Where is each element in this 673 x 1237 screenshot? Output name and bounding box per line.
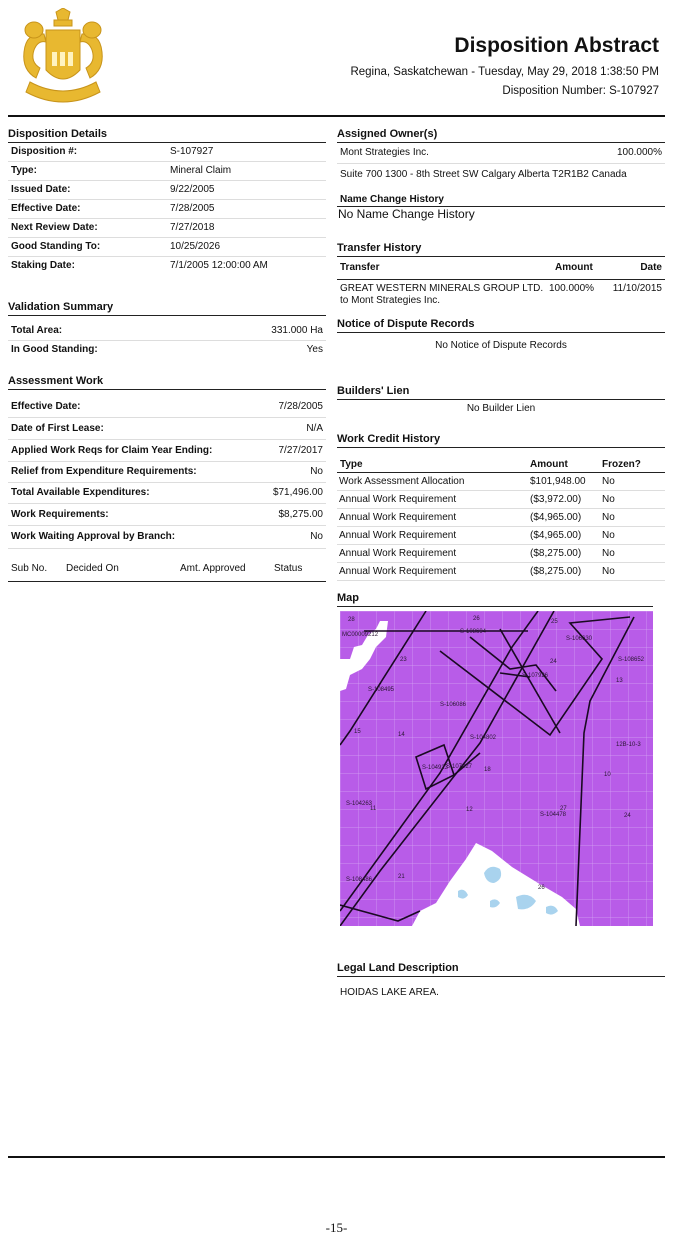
transfer-history-section <box>337 242 665 308</box>
column-header: Frozen? <box>602 456 665 473</box>
detail-row: Next Review Date: 7/27/2018 <box>8 219 326 238</box>
detail-row: Issued Date: 9/22/2005 <box>8 181 326 200</box>
map-label: 10 <box>604 772 611 778</box>
map-label: 13 <box>616 678 623 684</box>
owner-percent: 100.000% <box>616 147 662 158</box>
section-heading: Notice of Dispute Records <box>337 318 665 333</box>
approvals-table-header <box>8 557 326 582</box>
map-label: 26 <box>473 616 480 622</box>
summary-row: Total Area: 331.000 Ha <box>8 322 326 341</box>
document-title: Disposition Abstract <box>454 34 659 57</box>
map-label: 12B-10-3 <box>616 742 641 748</box>
footer-divider <box>8 1156 665 1158</box>
work-credit-table <box>337 456 665 581</box>
owner-row <box>337 143 665 164</box>
map-label: S-104478 <box>540 812 567 818</box>
column-header: Decided On <box>66 563 119 574</box>
assessment-row: Applied Work Reqs for Claim Year Ending: 7/27/2017 <box>8 440 326 462</box>
assessment-row: Total Available Expenditures: $71,496.00 <box>8 483 326 504</box>
detail-row: Staking Date: 7/1/2005 12:00:00 AM <box>11 260 268 271</box>
transfer-row: GREAT WESTERN MINERALS GROUP LTD. to Mont Strategies Inc. 100.000% 11/10/2015 <box>340 283 662 306</box>
work-credit-history-section <box>337 433 665 581</box>
map-label: 21 <box>398 874 405 880</box>
name-change-text: No Name Change History <box>338 207 475 221</box>
map-label: S-108694 <box>460 629 487 635</box>
map-label: 15 <box>354 729 361 735</box>
owner-address: Suite 700 1300 - 8th Street SW Calgary Alberta T2R1B2 Canada <box>340 169 627 180</box>
dispute-records-text: No Notice of Dispute Records <box>435 340 567 351</box>
table-row: Annual Work Requirement ($4,965.00) No <box>337 527 665 545</box>
table-row: Work Assessment Allocation $101,948.00 No <box>337 473 665 491</box>
saskatchewan-coat-of-arms-logo <box>16 8 110 112</box>
section-heading: Map <box>337 592 653 607</box>
transfer-table-header <box>337 257 665 280</box>
disposition-number: Disposition Number: S-107927 <box>502 85 659 97</box>
map-label: 24 <box>624 813 631 819</box>
assessment-row: Relief from Expenditure Requirements: No <box>8 462 326 483</box>
map-label: S-108486 <box>346 877 373 883</box>
table-row: Annual Work Requirement ($4,965.00) No <box>337 509 665 527</box>
assessment-row: Work Waiting Approval by Branch: No <box>8 526 326 549</box>
assessment-row: Date of First Lease: N/A <box>8 418 326 440</box>
column-header: Sub No. <box>11 563 48 574</box>
column-header: Amount <box>555 262 593 273</box>
column-header: Date <box>640 262 662 273</box>
map-label: S-104263 <box>346 801 373 807</box>
map-label: S-106086 <box>440 702 467 708</box>
builders-lien-text: No Builder Lien <box>466 403 536 414</box>
assessment-row: Effective Date: 7/28/2005 <box>8 396 326 418</box>
section-heading: Name Change History <box>337 194 665 207</box>
section-heading: Work Credit History <box>337 433 665 448</box>
section-heading: Legal Land Description <box>337 962 665 977</box>
name-change-history-section <box>337 194 665 221</box>
section-heading: Assigned Owner(s) <box>337 128 665 143</box>
assessment-row: Work Requirements: $8,275.00 <box>8 504 326 526</box>
section-heading: Assessment Work <box>8 375 326 390</box>
map-label: 12 <box>466 807 473 813</box>
map-label: 11 <box>370 806 377 812</box>
map-label: S-108652 <box>618 657 645 663</box>
table-row: Annual Work Requirement ($3,972.00) No <box>337 491 665 509</box>
section-heading: Validation Summary <box>8 301 326 316</box>
column-header: Type <box>337 456 530 473</box>
column-header: Status <box>274 563 303 574</box>
section-heading: Transfer History <box>337 242 665 257</box>
detail-row: Good Standing To: 10/25/2026 <box>8 238 326 257</box>
page-number: -15- <box>325 1220 348 1235</box>
map-label: S-104923 <box>422 765 449 771</box>
map-label: 26 <box>538 885 545 891</box>
section-heading: Builders' Lien <box>337 385 665 400</box>
location-datetime: Regina, Saskatchewan - Tuesday, May 29, 2018 1:38:50 PM <box>350 66 659 78</box>
legal-land-description-section <box>337 962 665 998</box>
detail-row: Type: Mineral Claim <box>8 162 326 181</box>
column-header: Amt. Approved <box>180 563 246 574</box>
map-label: 27 <box>560 806 567 812</box>
builders-lien-section <box>337 385 665 414</box>
map-label: 23 <box>400 657 407 663</box>
table-row: Annual Work Requirement ($8,275.00) No <box>337 563 665 581</box>
dispute-records-section <box>337 318 665 351</box>
map-label: S-106630 <box>566 636 593 642</box>
map-label: S-104802 <box>470 735 497 741</box>
map-label: 25 <box>551 619 558 625</box>
disposition-map[interactable] <box>340 611 653 926</box>
table-row: Annual Work Requirement ($8,275.00) No <box>337 545 665 563</box>
detail-row: Disposition #: S-107927 <box>8 143 326 162</box>
detail-row: Effective Date: 7/28/2005 <box>8 200 326 219</box>
assigned-owners-section <box>337 128 665 185</box>
map-label: MC00009212 <box>342 632 379 638</box>
map-label: S-107926 <box>522 673 549 679</box>
table-header-row <box>337 456 665 473</box>
map-label: 24 <box>550 659 557 665</box>
map-label: S-107927 <box>446 764 473 770</box>
validation-summary-section <box>8 301 326 359</box>
disposition-details-section <box>8 128 326 275</box>
map-label: 18 <box>484 767 491 773</box>
summary-row: In Good Standing: Yes <box>11 344 323 355</box>
map-label: 28 <box>348 617 355 623</box>
assessment-work-section <box>8 375 326 582</box>
column-header: Transfer <box>340 262 380 273</box>
legal-land-description-text: HOIDAS LAKE AREA. <box>340 987 439 998</box>
map-section <box>337 592 653 607</box>
section-heading: Disposition Details <box>8 128 326 143</box>
column-header: Amount <box>530 456 602 473</box>
header-divider <box>8 115 665 117</box>
map-label: S-108495 <box>368 687 395 693</box>
map-label: 14 <box>398 732 405 738</box>
owner-name: Mont Strategies Inc. <box>340 147 429 158</box>
